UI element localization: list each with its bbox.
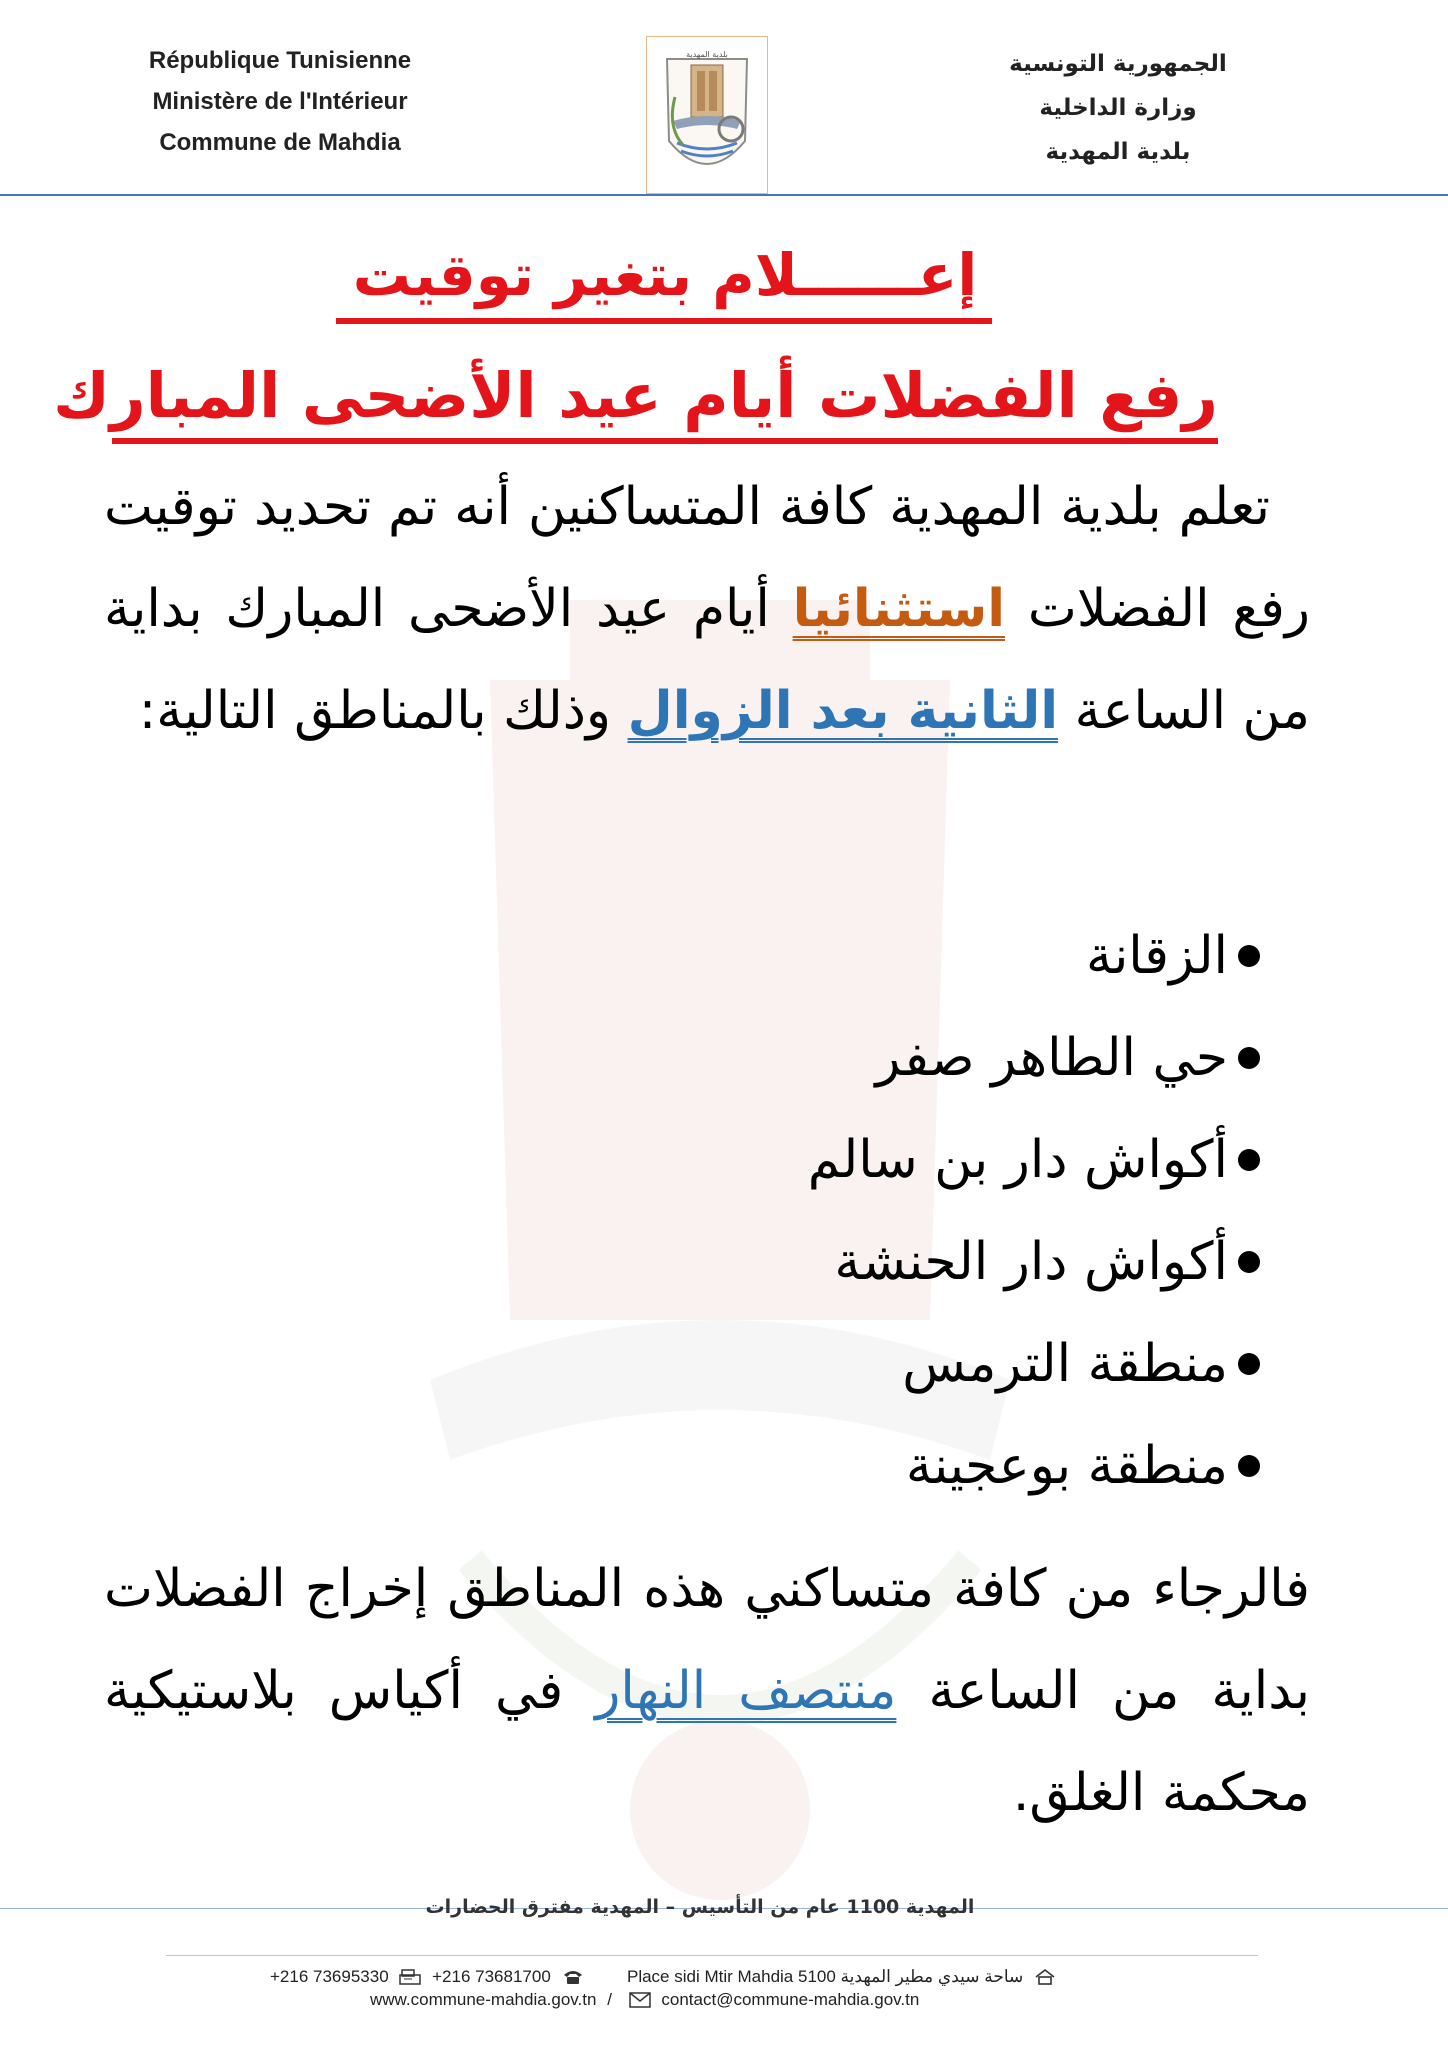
start-time-highlight: الثانية بعد الزوال — [627, 681, 1059, 741]
footer-contact-line — [270, 1965, 1170, 1988]
zone-name: أكواش دار الحنشة — [834, 1232, 1228, 1292]
list-item — [600, 1109, 1260, 1211]
bullet-icon — [1238, 1251, 1260, 1273]
mail-icon — [629, 1991, 651, 2009]
header-fr-commune: Commune de Mahdia — [159, 129, 401, 156]
closing-text-2: في أكياس بلاستيكية محكمة الغلق. — [104, 1661, 1310, 1823]
header-fr-ministry: Ministère de l'Intérieur — [152, 88, 408, 115]
website-link[interactable]: www.commune-mahdia.gov.tn — [370, 1989, 597, 2009]
header-fr-republic: République Tunisienne — [148, 47, 412, 74]
header-divider — [0, 194, 1448, 196]
notice-subtitle: رفع الفضلات أيام عيد الأضحى المبارك — [53, 359, 1218, 432]
bullet-icon — [1238, 945, 1260, 967]
zone-name: الزقانة — [1085, 926, 1228, 986]
address-arabic: ساحة سيدي مطير المهدية — [840, 1966, 1024, 1986]
intro-paragraph — [104, 456, 1310, 762]
header-ar-republic: الجمهورية التونسية — [1009, 51, 1227, 77]
list-item — [600, 1415, 1260, 1517]
bullet-icon — [1238, 1047, 1260, 1069]
footer-web-line — [370, 1988, 1270, 2011]
zone-name: حي الطاهر صفر — [875, 1028, 1228, 1088]
zone-name: أكواش دار بن سالم — [807, 1130, 1228, 1190]
address-french: Place sidi Mtir Mahdia 5100 — [626, 1966, 836, 1986]
zones-list — [600, 905, 1260, 1517]
footer-motto: المهدية 1100 عام من التأسيس – المهدية مفترق الحضارات — [425, 1896, 975, 1918]
list-item — [600, 1211, 1260, 1313]
bullet-icon — [1238, 1149, 1260, 1171]
list-item — [600, 1007, 1260, 1109]
phone-icon — [562, 1968, 584, 1986]
bullet-icon — [1238, 1455, 1260, 1477]
exceptional-highlight: استثنائيا — [792, 579, 1006, 639]
closing-text-1: فالرجاء من كافة متساكني هذه المناطق إخراج الفضلات بداية من الساعة — [104, 1559, 1310, 1721]
emblem-icon — [647, 37, 767, 193]
zone-name: منطقة بوعجينة — [905, 1436, 1228, 1496]
closing-paragraph — [104, 1538, 1310, 1844]
notice-title: إعــــــلام بتغير توقيت — [352, 241, 978, 309]
list-item — [600, 1313, 1260, 1415]
intro-text-1: تعلم بلدية المهدية كافة المتساكنين أنه تم تحديد توقيت رفع الفضلات — [104, 477, 1310, 639]
footer-separator: / — [607, 1989, 612, 2009]
fax-icon — [399, 1968, 421, 1986]
zone-name: منطقة الترمس — [902, 1334, 1228, 1394]
bullet-icon — [1238, 1353, 1260, 1375]
header-arabic — [988, 42, 1248, 174]
fax-number: +216 73695330 — [270, 1966, 389, 1986]
noon-highlight: منتصف النهار — [595, 1661, 897, 1721]
notice-subtitle-underline — [112, 438, 1218, 444]
intro-text-3: وذلك بالمناطق التالية: — [138, 681, 628, 741]
list-item — [600, 905, 1260, 1007]
home-icon — [1034, 1968, 1056, 1986]
header-ar-commune: بلدية المهدية — [1045, 139, 1191, 165]
header-french — [120, 40, 440, 163]
notice-title-underline — [336, 318, 992, 324]
logo-caption: بلدية المهدية — [686, 50, 728, 59]
header-ar-ministry: وزارة الداخلية — [1039, 95, 1197, 121]
intro-text-2: أيام عيد الأضحى المبارك بداية من الساعة — [104, 579, 1310, 741]
phone-number: +216 73681700 — [432, 1966, 551, 1986]
municipality-logo — [646, 36, 768, 194]
email-link[interactable]: contact@commune-mahdia.gov.tn — [661, 1989, 920, 2009]
footer-contact-divider — [166, 1955, 1258, 1956]
